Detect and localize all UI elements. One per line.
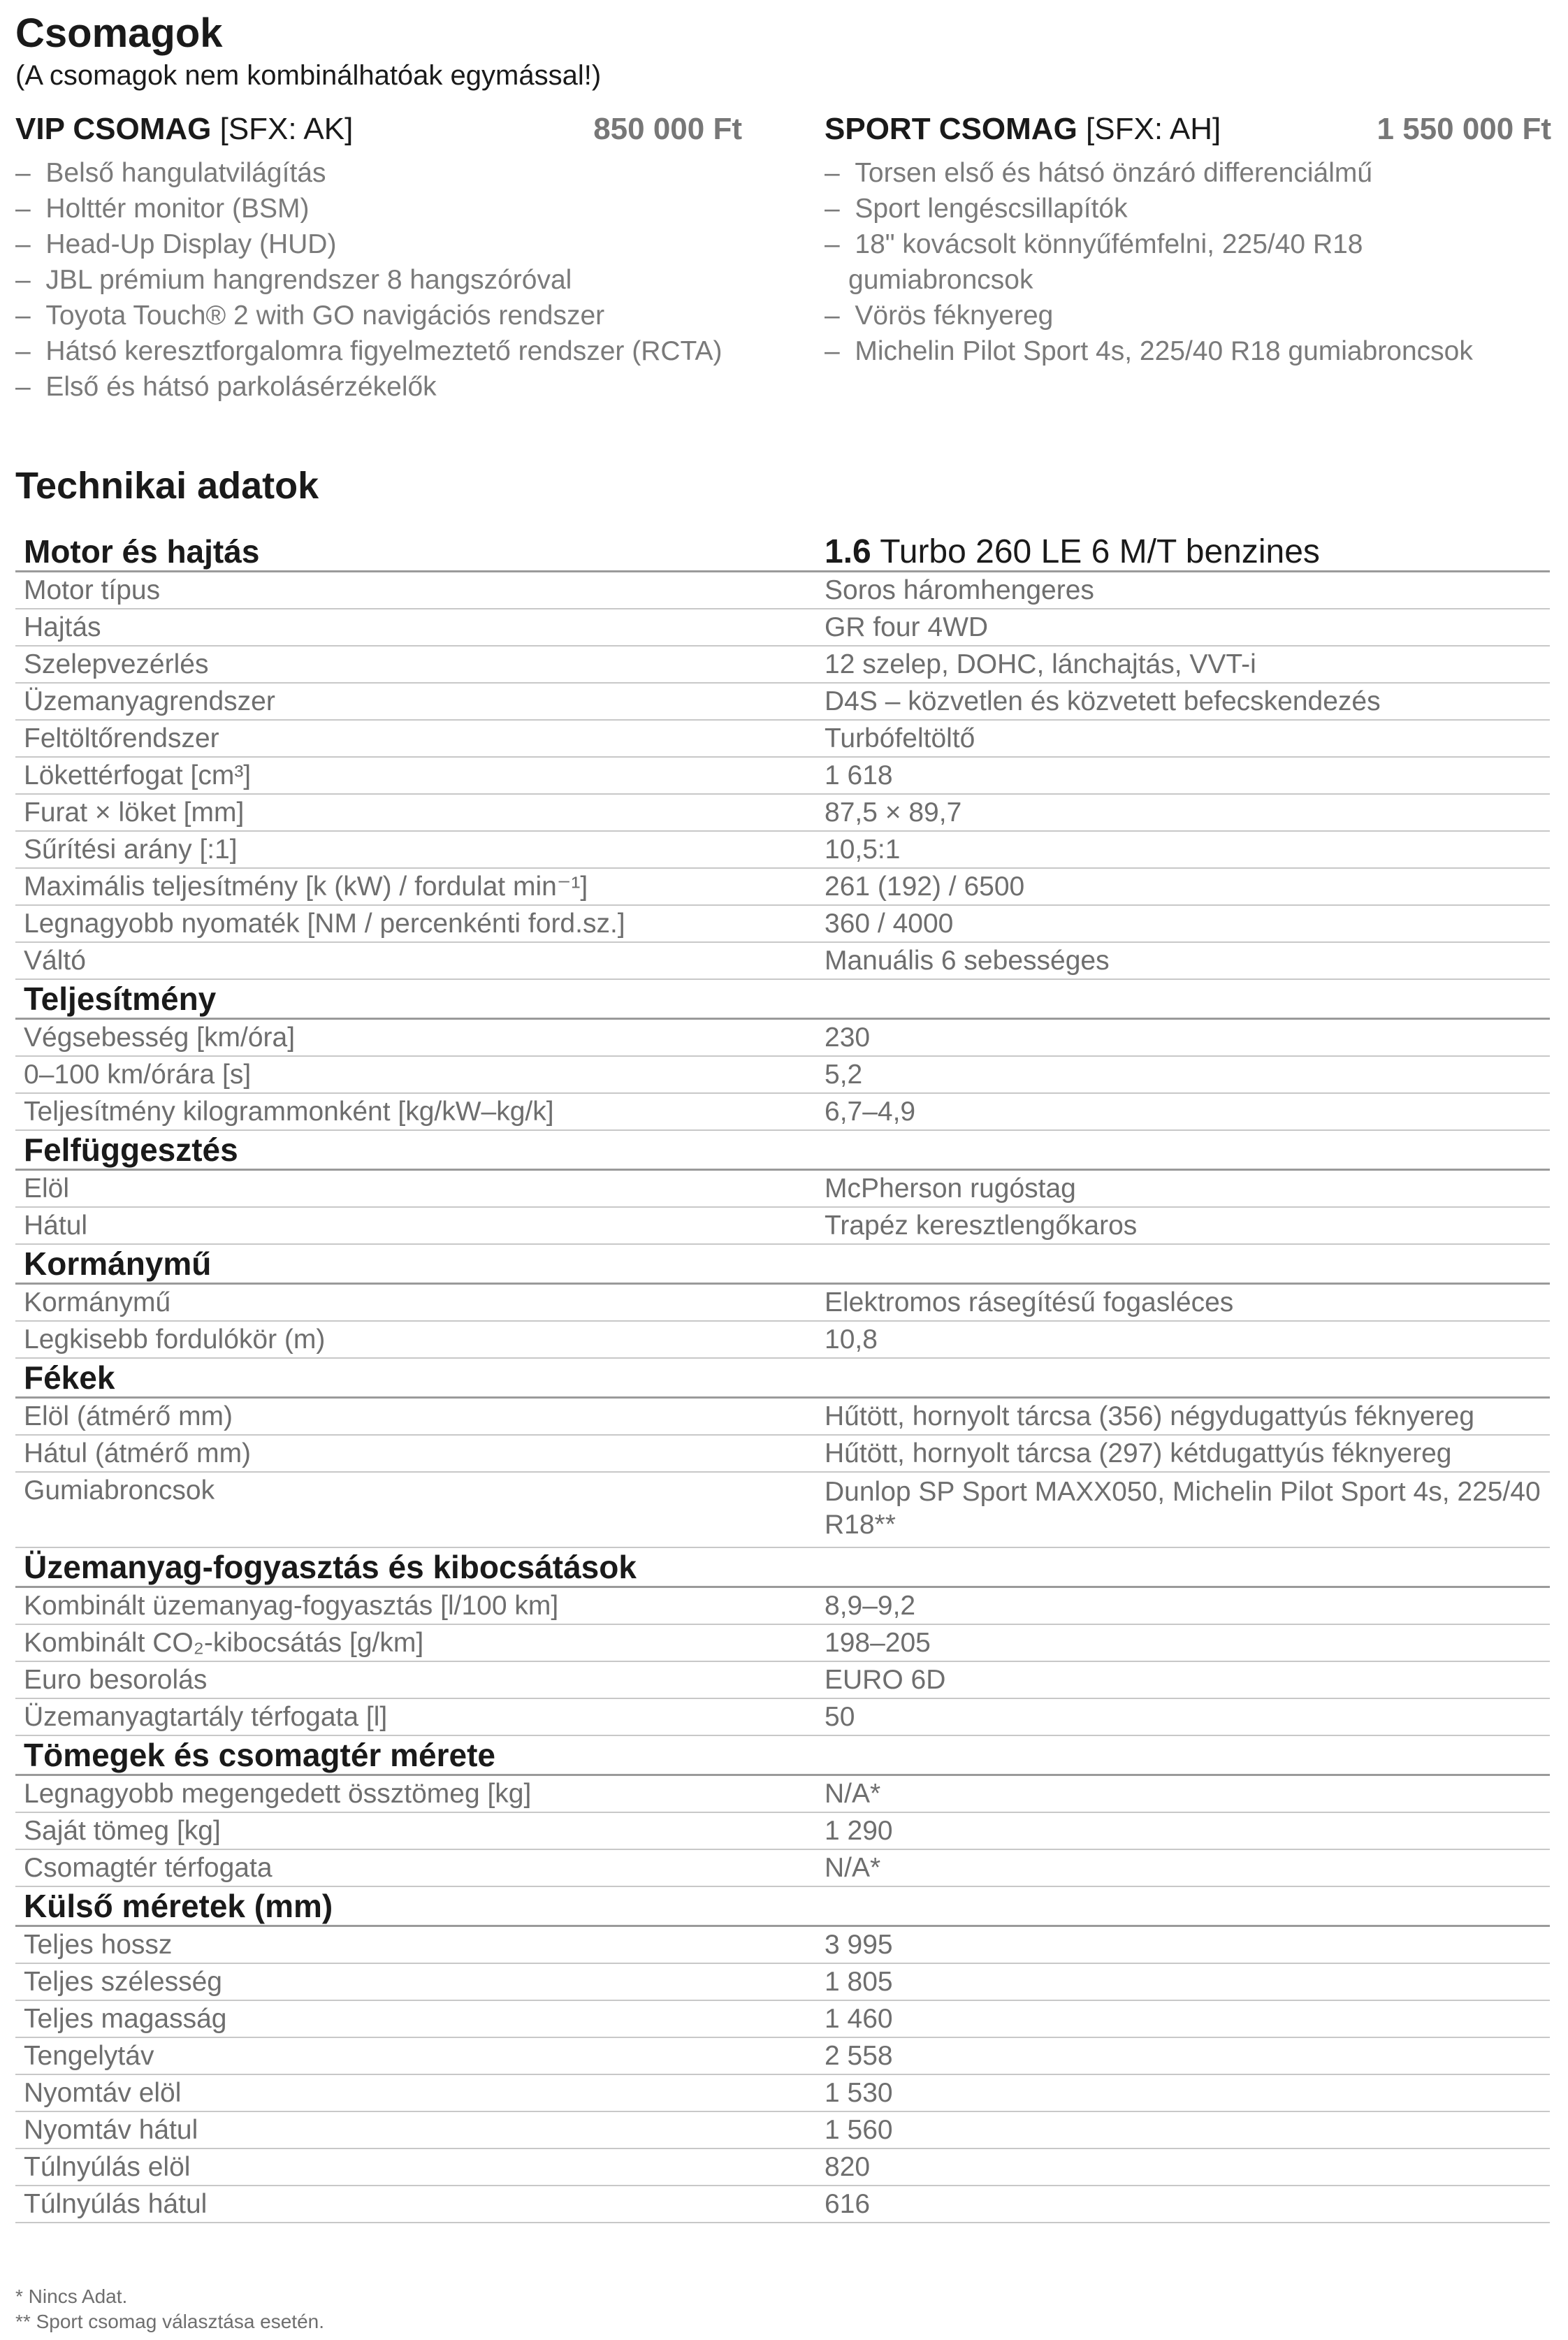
- spec-value: GR four 4WD: [825, 612, 989, 642]
- spec-label: Üzemanyagtartály térfogata [l]: [24, 1701, 388, 1732]
- spec-row: [15, 2038, 1550, 2075]
- spec-value: Soros háromhengeres: [825, 575, 1094, 605]
- spec-label: 0–100 km/órára [s]: [24, 1059, 252, 1090]
- engine-heading: [825, 535, 1550, 568]
- spec-label: Teljesítmény kilogrammonként [kg/kW–kg/k]: [24, 1096, 554, 1127]
- spec-value: Hűtött, hornyolt tárcsa (297) kétdugattyús féknyereg: [825, 1438, 1452, 1468]
- spec-value: EURO 6D: [825, 1665, 946, 1695]
- spec-row: [15, 2149, 1550, 2186]
- spec-label: Euro besorolás: [24, 1664, 208, 1695]
- spec-row: [15, 1020, 1550, 1057]
- spec-label: Legkisebb fordulókör (m): [24, 1324, 326, 1355]
- package-item: – Toyota Touch® 2 with GO navigációs rendszer: [15, 298, 742, 333]
- page-title: Csomagok: [15, 10, 223, 56]
- spec-row: [15, 2075, 1550, 2112]
- spec-group-title: Felfüggesztés: [24, 1132, 238, 1168]
- spec-row: [15, 869, 1550, 906]
- spec-value: 5,2: [825, 1060, 863, 1090]
- spec-label: Kombinált üzemanyag-fogyasztás [l/100 km]: [24, 1590, 559, 1621]
- page-subtitle: (A csomagok nem kombinálhatóak egymással!): [15, 60, 602, 91]
- spec-group-title: Teljesítmény: [24, 981, 217, 1017]
- spec-group-header: [15, 533, 1550, 572]
- spec-row: [15, 1285, 1550, 1322]
- package-code: [SFX: AH]: [1086, 112, 1221, 146]
- spec-group-title: Fékek: [24, 1359, 115, 1396]
- spec-label: Nyomtáv hátul: [24, 2114, 198, 2145]
- spec-group-header: [15, 1131, 1550, 1171]
- package-code: [SFX: AK]: [219, 112, 354, 146]
- section-title: Technikai adatok: [15, 465, 319, 507]
- spec-group-title: Motor és hajtás: [24, 533, 260, 570]
- spec-label: Túlnyúlás elöl: [24, 2151, 191, 2182]
- spec-value: 1 618: [825, 760, 893, 790]
- package-item-list: [15, 155, 742, 405]
- spec-label: Üzemanyagrendszer: [24, 686, 275, 716]
- spec-label: Teljes magasság: [24, 2003, 227, 2034]
- spec-label: Kombinált CO₂-kibocsátás [g/km]: [24, 1627, 424, 1658]
- spec-row: [15, 1171, 1550, 1208]
- spec-row: [15, 1964, 1550, 2001]
- spec-group-header: [15, 1548, 1550, 1588]
- spec-row: [15, 832, 1550, 869]
- spec-value: 1 805: [825, 1967, 893, 1997]
- spec-label: Kormánymű: [24, 1287, 171, 1317]
- spec-label: Váltó: [24, 945, 86, 976]
- spec-row: [15, 572, 1550, 609]
- spec-group-title: Tömegek és csomagtér mérete: [24, 1737, 495, 1773]
- spec-row: [15, 1625, 1550, 1662]
- spec-row: [15, 1776, 1550, 1813]
- spec-row: [15, 1436, 1550, 1473]
- spec-row: [15, 2186, 1550, 2223]
- package-price: 850 000 Ft: [593, 112, 742, 146]
- spec-group-header: [15, 1245, 1550, 1285]
- footnotes: [15, 2284, 324, 2334]
- package-header: [825, 112, 1551, 154]
- spec-value: D4S – közvetlen és közvetett befecskendezés: [825, 686, 1381, 716]
- package-item: – Sport lengéscsillapítók: [825, 191, 1551, 226]
- spec-value: Turbófeltöltő: [825, 723, 975, 753]
- spec-label: Elöl (átmérő mm): [24, 1401, 233, 1431]
- spec-row: [15, 1662, 1550, 1699]
- spec-value: 1 530: [825, 2078, 893, 2108]
- spec-value: 820: [825, 2152, 871, 2182]
- package-item: – Belső hangulatvilágítás: [15, 155, 742, 191]
- spec-value: 6,7–4,9: [825, 1097, 916, 1127]
- spec-table: [15, 533, 1550, 2223]
- spec-value: 1 290: [825, 1816, 893, 1846]
- spec-value: 10,5:1: [825, 835, 901, 865]
- spec-value: 616: [825, 2189, 871, 2219]
- spec-row: [15, 1813, 1550, 1850]
- footnote: * Nincs Adat.: [15, 2285, 128, 2307]
- spec-label: Hátul: [24, 1210, 88, 1241]
- spec-row: [15, 1588, 1550, 1625]
- spec-label: Elöl: [24, 1173, 70, 1204]
- package-item: – Holttér monitor (BSM): [15, 191, 742, 226]
- spec-label: Feltöltőrendszer: [24, 723, 219, 753]
- spec-value: 261 (192) / 6500: [825, 872, 1025, 902]
- spec-value: 1 460: [825, 2004, 893, 2034]
- spec-value: Dunlop SP Sport MAXX050, Michelin Pilot Sport 4s, 225/40 R18**: [825, 1477, 1541, 1540]
- spec-value: 10,8: [825, 1324, 878, 1355]
- spec-row: [15, 1057, 1550, 1094]
- footnote: ** Sport csomag választása esetén.: [15, 2311, 325, 2332]
- spec-value: 8,9–9,2: [825, 1591, 916, 1621]
- package-name-text: VIP CSOMAG: [15, 112, 212, 146]
- spec-label: Gumiabroncsok: [24, 1475, 215, 1505]
- spec-value: Hűtött, hornyolt tárcsa (356) négydugattyús féknyereg: [825, 1401, 1475, 1431]
- package-item-list: [825, 155, 1551, 369]
- spec-group-title: Külső méretek (mm): [24, 1888, 333, 1924]
- package-item: – Hátsó keresztforgalomra figyelmeztető rendszer (RCTA): [15, 333, 742, 369]
- spec-label: Teljes szélesség: [24, 1966, 222, 1997]
- spec-row: [15, 2001, 1550, 2038]
- spec-label: Csomagtér térfogata: [24, 1852, 273, 1883]
- spec-group-title: Üzemanyag-fogyasztás és kibocsátások: [24, 1549, 637, 1585]
- spec-row: [15, 906, 1550, 943]
- spec-label: Teljes hossz: [24, 1929, 173, 1960]
- spec-group-title: Kormánymű: [24, 1245, 212, 1282]
- spec-value: 230: [825, 1023, 871, 1053]
- spec-value: 12 szelep, DOHC, lánchajtás, VVT-i: [825, 649, 1256, 679]
- package-item: – Első és hátsó parkolásérzékelők: [15, 369, 742, 405]
- spec-value: 2 558: [825, 2041, 893, 2071]
- spec-value: Elektromos rásegítésű fogasléces: [825, 1287, 1234, 1317]
- spec-row: [15, 1399, 1550, 1436]
- spec-label: Lökettérfogat [cm³]: [24, 760, 252, 790]
- spec-group-header: [15, 1887, 1550, 1927]
- spec-label: Nyomtáv elöl: [24, 2077, 182, 2108]
- sport-package: [825, 112, 1551, 369]
- spec-group-header: [15, 1736, 1550, 1776]
- spec-value: Manuális 6 sebességes: [825, 946, 1110, 976]
- spec-group-header: [15, 980, 1550, 1020]
- spec-value: Trapéz keresztlengőkaros: [825, 1211, 1138, 1241]
- spec-row: [15, 758, 1550, 795]
- spec-row: [15, 1927, 1550, 1964]
- spec-row: [15, 795, 1550, 832]
- spec-value: 87,5 × 89,7: [825, 797, 962, 828]
- spec-label: Hátul (átmérő mm): [24, 1438, 252, 1468]
- spec-value: 3 995: [825, 1930, 893, 1960]
- engine-heading-bold: 1.6: [825, 533, 871, 570]
- package-name: [15, 112, 353, 147]
- spec-label: Túlnyúlás hátul: [24, 2188, 208, 2219]
- spec-label: Végsebesség [km/óra]: [24, 1022, 296, 1053]
- spec-label: Motor típus: [24, 575, 161, 605]
- spec-row: [15, 647, 1550, 684]
- spec-value: 198–205: [825, 1628, 931, 1658]
- spec-value: N/A*: [825, 1779, 881, 1809]
- spec-label: Hajtás: [24, 612, 101, 642]
- spec-value: N/A*: [825, 1853, 881, 1883]
- spec-row: [15, 721, 1550, 758]
- package-header: [15, 112, 742, 154]
- package-item: – Vörös féknyereg: [825, 298, 1551, 333]
- spec-label: Tengelytáv: [24, 2040, 154, 2071]
- engine-heading-rest: Turbo 260 LE 6 M/T benzines: [871, 533, 1320, 570]
- spec-row: [15, 1473, 1550, 1548]
- spec-row: [15, 609, 1550, 647]
- vip-package: [15, 112, 742, 405]
- spec-row: [15, 1699, 1550, 1736]
- spec-row: [15, 2112, 1550, 2149]
- package-price: 1 550 000 Ft: [1377, 112, 1551, 146]
- spec-label: Sűrítési arány [:1]: [24, 834, 238, 865]
- spec-row: [15, 1208, 1550, 1245]
- spec-row: [15, 943, 1550, 980]
- spec-label: Szelepvezérlés: [24, 649, 209, 679]
- spec-row: [15, 1850, 1550, 1887]
- package-item: – JBL prémium hangrendszer 8 hangszóróval: [15, 262, 742, 298]
- spec-row: [15, 684, 1550, 721]
- spec-row: [15, 1322, 1550, 1359]
- spec-label: Legnagyobb nyomaték [NM / percenkénti ford.sz.]: [24, 908, 625, 939]
- package-item: – Michelin Pilot Sport 4s, 225/40 R18 gumiabroncsok: [825, 333, 1551, 369]
- package-name-text: SPORT CSOMAG: [825, 112, 1077, 146]
- spec-label: Saját tömeg [kg]: [24, 1815, 221, 1846]
- package-item: – 18" kovácsolt könnyűfémfelni, 225/40 R18 gumiabroncsok: [825, 226, 1551, 298]
- spec-value: McPherson rugóstag: [825, 1173, 1076, 1204]
- spec-label: Maximális teljesítmény [k (kW) / fordulat min⁻¹]: [24, 872, 588, 902]
- spec-label: Furat × löket [mm]: [24, 797, 245, 828]
- package-name: [825, 112, 1221, 147]
- spec-value: 360 / 4000: [825, 909, 954, 939]
- package-item: – Torsen első és hátsó önzáró differenciálmű: [825, 155, 1551, 191]
- spec-group-header: [15, 1359, 1550, 1399]
- spec-row: [15, 1094, 1550, 1131]
- package-item: – Head-Up Display (HUD): [15, 226, 742, 262]
- spec-value: 50: [825, 1702, 855, 1732]
- spec-value: 1 560: [825, 2115, 893, 2145]
- spec-label: Legnagyobb megengedett össztömeg [kg]: [24, 1778, 532, 1809]
